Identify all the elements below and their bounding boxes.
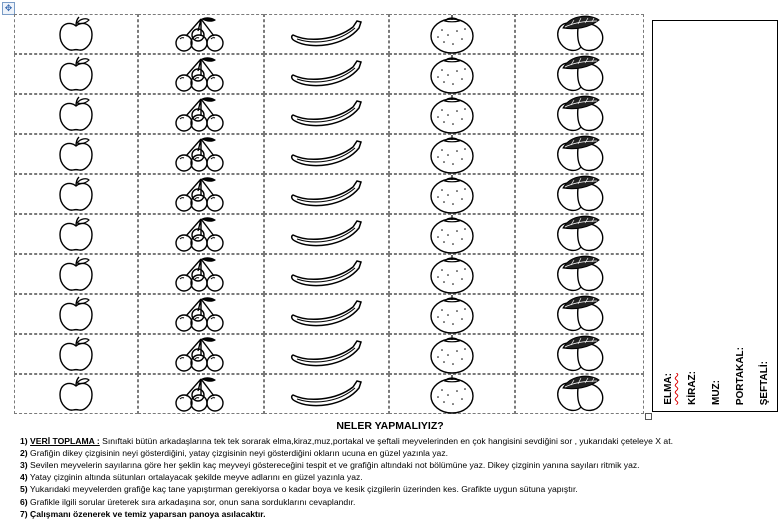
instruction-7: 7) Çalışmanı özenerek ve temiz yaparsan panoya asılacaktır.: [20, 508, 266, 519]
fruit-cell-orange: [389, 134, 515, 174]
fruit-cell-cherry: [138, 334, 264, 374]
label-kiraz: KİRAZ:: [687, 371, 698, 405]
fruit-cell-cherry: [138, 174, 264, 214]
instruction-2: 2) Grafiğin dikey çizgisinin neyi gösterdiğini, yatay çizgisinin neyi gösterdiğini okların ucuna en güzel yazınla yaz.: [20, 448, 449, 459]
fruit-cell-peach: [515, 14, 644, 54]
instruction-1: 1) VERİ TOPLAMA : Sınıftaki bütün arkadaşlarına tek tek sorarak elma,kiraz,muz,portakal ve şeftali meyvelerinden en çok hangisini sevdiğini sor , yukarıdaki çeteleye X at.: [20, 436, 673, 447]
fruit-cell-cherry: [138, 134, 264, 174]
fruit-cell-banana: [264, 214, 389, 254]
fruit-cell-orange: [389, 174, 515, 214]
fruit-cell-cherry: [138, 294, 264, 334]
fruit-cell-orange: [389, 54, 515, 94]
fruit-cell-peach: [515, 254, 644, 294]
fruit-cell-orange: [389, 254, 515, 294]
fruit-cell-orange: [389, 14, 515, 54]
fruit-cell-banana: [264, 54, 389, 94]
fruit-cell-cherry: [138, 94, 264, 134]
instruction-6: 6) Grafikle ilgili sorular üreterek sıra arkadaşına sor, onun sana sorduklarını cevaplandır.: [20, 496, 356, 507]
label-portakal: PORTAKAL:: [735, 346, 746, 405]
fruit-cell-banana: [264, 134, 389, 174]
fruit-cell-apple: [14, 94, 138, 134]
instruction-4: 4) Yatay çizginin altında sütunları ortalayacak şekilde meyve adlarını en güzel yazınla yaz.: [20, 472, 363, 483]
fruit-cell-orange: [389, 294, 515, 334]
fruit-cell-peach: [515, 174, 644, 214]
instructions-heading: NELER YAPMALIYIZ?: [336, 420, 444, 432]
label-muz: MUZ:: [711, 380, 722, 405]
fruit-cell-banana: [264, 174, 389, 214]
fruit-cell-apple: [14, 54, 138, 94]
fruit-cutout-grid: [14, 14, 644, 414]
table-move-handle-icon[interactable]: ✥: [2, 2, 15, 15]
fruit-cell-banana: [264, 14, 389, 54]
fruit-cell-banana: [264, 254, 389, 294]
instructions: [20, 420, 780, 520]
fruit-cell-apple: [14, 134, 138, 174]
fruit-cell-peach: [515, 54, 644, 94]
instruction-3: 3) Sevilen meyvelerin sayılarına göre her şeklin kaç meyveyi göstereceğini tespit et ve grafiğin altındaki not bölümüne yaz. Dikey çizginin yanına sayıları ritmik yaz.: [20, 460, 640, 471]
fruit-cell-peach: [515, 214, 644, 254]
fruit-cell-banana: [264, 374, 389, 414]
fruit-cell-orange: [389, 214, 515, 254]
fruit-cell-apple: [14, 14, 138, 54]
fruit-cell-apple: [14, 254, 138, 294]
fruit-cell-orange: [389, 374, 515, 414]
fruit-cell-apple: [14, 214, 138, 254]
fruit-cell-cherry: [138, 14, 264, 54]
label-seftali: ŞEFTALİ:: [759, 360, 770, 405]
fruit-cell-banana: [264, 94, 389, 134]
fruit-cell-cherry: [138, 374, 264, 414]
fruit-cell-cherry: [138, 254, 264, 294]
fruit-cell-peach: [515, 334, 644, 374]
fruit-cell-apple: [14, 174, 138, 214]
instruction-5: 5) Yukarıdaki meyvelerden grafiğe kaç tane yapıştırman gerekiyorsa o kadar boya ve kesik çizgilerin üzerinden kes. Grafikte uygun sütuna yapıştır.: [20, 484, 578, 495]
fruit-cell-banana: [264, 334, 389, 374]
fruit-cell-apple: [14, 374, 138, 414]
fruit-cell-apple: [14, 294, 138, 334]
fruit-cell-orange: [389, 94, 515, 134]
label-elma: ELMA:: [663, 373, 674, 405]
fruit-cell-peach: [515, 294, 644, 334]
fruit-cell-orange: [389, 334, 515, 374]
fruit-count-box: [652, 20, 778, 412]
fruit-cell-cherry: [138, 54, 264, 94]
table-resize-handle[interactable]: [645, 413, 652, 420]
fruit-cell-peach: [515, 94, 644, 134]
fruit-cell-apple: [14, 334, 138, 374]
fruit-cell-banana: [264, 294, 389, 334]
fruit-cell-cherry: [138, 214, 264, 254]
fruit-cell-peach: [515, 374, 644, 414]
fruit-cell-peach: [515, 134, 644, 174]
